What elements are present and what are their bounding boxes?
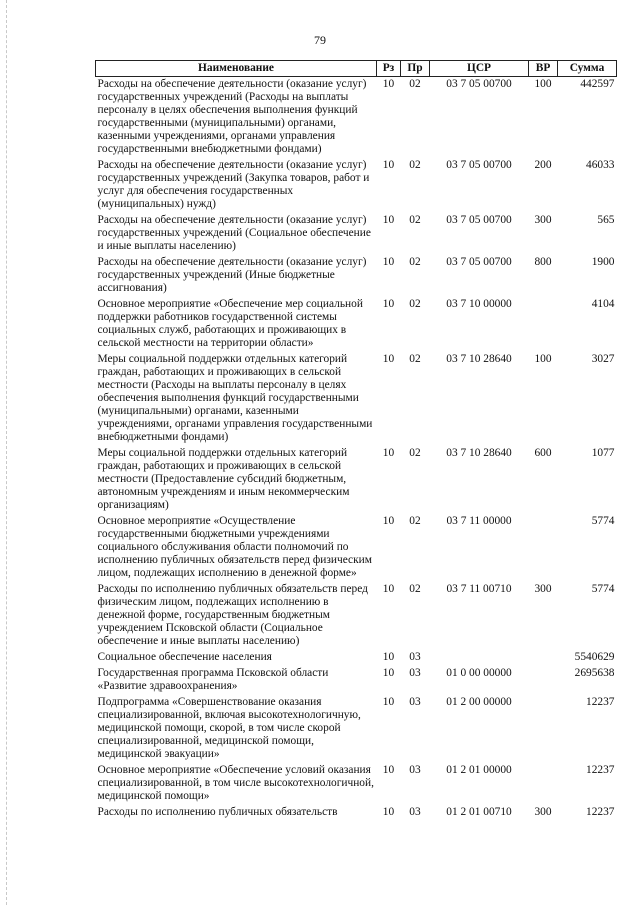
table-row xyxy=(96,805,617,821)
row-csr: 01 0 00 00000 xyxy=(446,667,512,679)
table-row xyxy=(96,352,617,446)
row-sum: 46033 xyxy=(586,159,615,171)
row-name: Расходы по исполнению публичных обязательств xyxy=(97,806,338,818)
row-csr xyxy=(430,650,529,666)
row-sum: 12237 xyxy=(586,696,615,708)
table-row xyxy=(96,297,617,352)
row-csr: 03 7 10 28640 xyxy=(446,447,512,459)
header-name: Наименование xyxy=(96,61,377,77)
row-name: Социальное обеспечение населения xyxy=(97,651,272,663)
row-pr: 02 xyxy=(409,447,421,459)
row-pr: 03 xyxy=(409,667,421,679)
row-vr xyxy=(529,297,558,352)
row-vr: 300 xyxy=(534,806,552,818)
row-rz: 10 xyxy=(382,764,395,776)
row-name: Расходы на обеспечение деятельности (оказание услуг) государственных учреждений (Расходы на выплаты персоналу в целях обеспечения выполнения функций государственными (муниципальными) органами, казенными учреждениями, органами управления государственными внебюджетными фондами) xyxy=(97,78,367,155)
table-row xyxy=(96,695,617,763)
row-vr xyxy=(529,666,558,695)
row-csr: 03 7 05 00700 xyxy=(446,78,512,90)
row-sum: 442597 xyxy=(580,78,615,90)
row-vr: 600 xyxy=(534,447,552,459)
row-pr: 02 xyxy=(409,353,421,365)
row-sum: 5774 xyxy=(591,515,615,527)
table-row xyxy=(96,514,617,582)
row-csr: 03 7 10 00000 xyxy=(446,298,512,310)
table-header-row xyxy=(96,61,617,77)
row-rz: 10 xyxy=(382,298,395,310)
row-pr: 03 xyxy=(409,651,421,663)
row-pr: 03 xyxy=(409,764,421,776)
row-sum: 1077 xyxy=(591,447,615,459)
row-sum: 5774 xyxy=(591,583,615,595)
row-name: Расходы на обеспечение деятельности (оказание услуг) государственных учреждений (Закупка товаров, работ и услуг для обеспечения государственных (муниципальных) нужд) xyxy=(97,159,370,210)
row-pr: 03 xyxy=(409,806,421,818)
row-sum: 12237 xyxy=(586,764,615,776)
row-vr xyxy=(529,514,558,582)
row-csr: 03 7 05 00700 xyxy=(446,256,512,268)
row-sum: 12237 xyxy=(586,806,615,818)
row-rz: 10 xyxy=(382,651,395,663)
header-csr: ЦСР xyxy=(430,61,529,77)
row-vr xyxy=(529,695,558,763)
row-name: Основное мероприятие «Обеспечение условий оказания специализированной, в том числе высокотехнологичной, медицинской помощи» xyxy=(97,764,374,802)
row-rz: 10 xyxy=(382,696,395,708)
row-pr: 03 xyxy=(409,696,421,708)
header-sum: Сумма xyxy=(558,61,617,77)
row-csr: 03 7 11 00710 xyxy=(446,583,512,595)
table-row xyxy=(96,255,617,297)
row-rz: 10 xyxy=(382,353,395,365)
row-rz: 10 xyxy=(382,667,395,679)
row-sum: 5540629 xyxy=(574,651,615,663)
row-name: Основное мероприятие «Осуществление государственными бюджетными учреждениями социального обслуживания области полномочий по исполнению публичных обязательств перед физическим лицом, подлежащих исполнению в денежной форме» xyxy=(97,515,372,579)
row-csr: 03 7 05 00700 xyxy=(446,159,512,171)
table-body xyxy=(96,77,617,822)
row-name: Меры социальной поддержки отдельных категорий граждан, работающих и проживающих в сельской местности (Расходы на выплаты персоналу в целях обеспечения выполнения функций государственными (муниципальными) органами, казенными учреждениями, органами управления государственными внебюджетными фондами) xyxy=(97,353,373,443)
row-sum: 1900 xyxy=(591,256,615,268)
row-rz: 10 xyxy=(382,159,395,171)
table-row xyxy=(96,650,617,666)
table-row xyxy=(96,763,617,805)
row-name: Подпрограмма «Совершенствование оказания специализированной, включая высокотехнологичную, медицинской помощи, скорой, в том числе скорой специализированной, медицинской помощи, медицинской эвакуации» xyxy=(97,696,361,760)
row-name: Меры социальной поддержки отдельных категорий граждан, работающих и проживающих в сельской местности (Предоставление субсидий бюджетным, автономным учреждениям и иным некоммерческим организациям) xyxy=(97,447,350,511)
header-vr: ВР xyxy=(529,61,558,77)
row-vr: 100 xyxy=(534,353,552,365)
page-number: 79 xyxy=(314,33,326,47)
row-sum: 3027 xyxy=(591,353,615,365)
row-name: Расходы на обеспечение деятельности (оказание услуг) государственных учреждений (Иные бюджетные ассигнования) xyxy=(97,256,367,294)
row-vr xyxy=(529,763,558,805)
row-vr: 300 xyxy=(534,583,552,595)
table-row xyxy=(96,213,617,255)
row-sum: 2695638 xyxy=(574,667,615,679)
row-vr xyxy=(529,650,558,666)
row-csr: 01 2 01 00000 xyxy=(446,764,512,776)
row-csr: 03 7 10 28640 xyxy=(446,353,512,365)
row-rz: 10 xyxy=(382,515,395,527)
row-pr: 02 xyxy=(409,583,421,595)
header-rz: Рз xyxy=(377,61,401,77)
row-sum: 4104 xyxy=(591,298,615,310)
scan-edge xyxy=(6,0,8,905)
row-name: Основное мероприятие «Обеспечение мер социальной поддержки работников государственной системы социальных служб, работающих и проживающих в сельской местности на территории области» xyxy=(97,298,363,349)
row-rz: 10 xyxy=(382,806,395,818)
row-csr: 03 7 11 00000 xyxy=(446,515,512,527)
row-rz: 10 xyxy=(382,583,395,595)
row-pr: 02 xyxy=(409,159,421,171)
row-pr: 02 xyxy=(409,298,421,310)
row-pr: 02 xyxy=(409,515,421,527)
row-csr: 01 2 00 00000 xyxy=(446,696,512,708)
row-rz: 10 xyxy=(382,447,395,459)
row-vr: 100 xyxy=(534,78,552,90)
table-row xyxy=(96,582,617,650)
header-pr: Пр xyxy=(401,61,430,77)
row-vr: 300 xyxy=(534,214,552,226)
table-row xyxy=(96,77,617,159)
row-pr: 02 xyxy=(409,78,421,90)
table-row xyxy=(96,666,617,695)
budget-table xyxy=(95,60,617,821)
table-row xyxy=(96,158,617,213)
row-name: Расходы по исполнению публичных обязательств перед физическим лицом, подлежащих исполнению в денежной форме, государственным бюджетным учреждением Псковской области (Социальное обеспечение и иные выплаты населению) xyxy=(97,583,368,647)
row-csr: 03 7 05 00700 xyxy=(446,214,512,226)
table-row xyxy=(96,446,617,514)
row-name: Расходы на обеспечение деятельности (оказание услуг) государственных учреждений (Социальное обеспечение и иные выплаты населению) xyxy=(97,214,371,252)
row-pr: 02 xyxy=(409,256,421,268)
row-csr: 01 2 01 00710 xyxy=(446,806,512,818)
row-rz: 10 xyxy=(382,256,395,268)
row-vr: 200 xyxy=(534,159,552,171)
row-rz: 10 xyxy=(382,78,395,90)
row-name: Государственная программа Псковской области «Развитие здравоохранения» xyxy=(97,667,329,692)
row-pr: 02 xyxy=(409,214,421,226)
row-sum: 565 xyxy=(597,214,615,226)
row-vr: 800 xyxy=(534,256,552,268)
row-rz: 10 xyxy=(382,214,395,226)
